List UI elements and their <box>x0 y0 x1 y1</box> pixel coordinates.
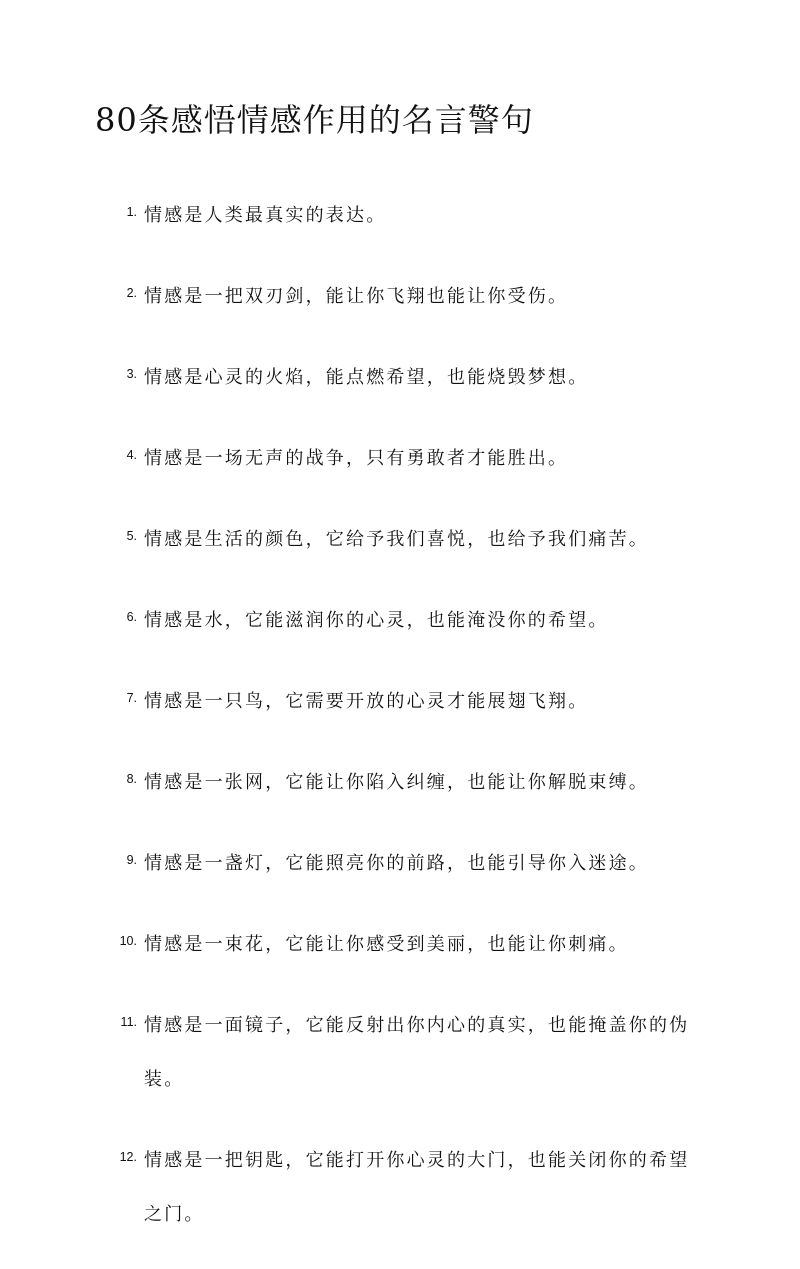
list-item-text: 情感是一把双刃剑，能让你飞翔也能让你受伤。 <box>144 286 569 307</box>
list-item-text: 情感是一场无声的战争，只有勇敢者才能胜出。 <box>144 448 569 469</box>
list-item-text: 情感是一只鸟，它需要开放的心灵才能展翅飞翔。 <box>144 691 589 712</box>
list-item-number: 8. <box>126 772 137 786</box>
list-item-text: 情感是一把钥匙，它能打开你心灵的大门，也能关闭你的希望之门。 <box>144 1150 690 1225</box>
list-item <box>0 594 800 648</box>
list-item <box>0 918 800 972</box>
list-item <box>0 270 800 324</box>
list-item-number: 11. <box>120 1015 137 1029</box>
list-item-number: 4. <box>126 448 137 462</box>
list-item <box>0 513 800 567</box>
list-item <box>0 351 800 405</box>
list-item-number: 3. <box>126 367 137 381</box>
list-item <box>0 756 800 810</box>
list-item-number: 5. <box>126 529 137 543</box>
list-item-number: 7. <box>126 691 137 705</box>
list-item <box>0 675 800 729</box>
list-item-number: 1. <box>126 205 137 219</box>
page-title: 80条感悟情感作用的名言警句 <box>95 101 534 139</box>
list-item <box>0 432 800 486</box>
list-item-number: 9. <box>126 853 137 867</box>
list-item-number: 12. <box>119 1150 137 1164</box>
list-item <box>0 837 800 891</box>
list-item-text: 情感是人类最真实的表达。 <box>144 205 387 226</box>
quote-list <box>0 189 800 1269</box>
list-item-text: 情感是一张网，它能让你陷入纠缠，也能让你解脱束缚。 <box>144 772 649 793</box>
list-item <box>0 1134 800 1242</box>
list-item-number: 6. <box>126 610 137 624</box>
list-item-text: 情感是心灵的火焰，能点燃希望，也能烧毁梦想。 <box>144 367 589 388</box>
list-item <box>0 999 800 1107</box>
list-item-text: 情感是一面镜子，它能反射出你内心的真实，也能掩盖你的伪装。 <box>144 1015 690 1090</box>
list-item-text: 情感是一束花，它能让你感受到美丽，也能让你刺痛。 <box>144 934 629 955</box>
list-item-text: 情感是生活的颜色，它给予我们喜悦，也给予我们痛苦。 <box>144 529 649 550</box>
list-item-number: 2. <box>126 286 137 300</box>
list-item-text: 情感是一盏灯，它能照亮你的前路，也能引导你入迷途。 <box>144 853 649 874</box>
list-item-number: 10. <box>119 934 137 948</box>
list-item <box>0 189 800 243</box>
list-item-text: 情感是水，它能滋润你的心灵，也能淹没你的希望。 <box>144 610 609 631</box>
